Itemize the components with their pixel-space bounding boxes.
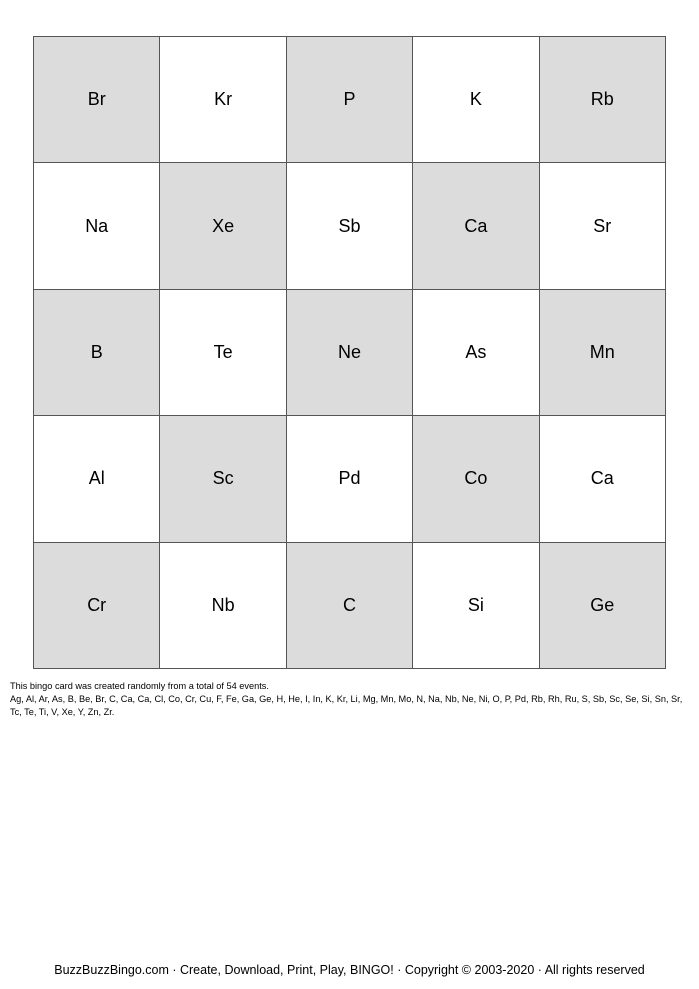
bingo-cell: Xe — [160, 163, 286, 289]
note-events-list: Ag, Al, Ar, As, B, Be, Br, C, Ca, Ca, Cl, Co, Cr, Cu, F, Fe, Ga, Ge, H, He, I, In, K, Kr, Li, Mg, Mn, Mo, N, Na, Nb, Ne, Ni, O, P, Pd, Rb, Rh, Ru, S, Sb, Sc, Se, Si, Sn, Sr, Tc, Te, Ti, V, Xe, Y, Zn, Zr. — [10, 694, 683, 717]
bingo-cell: P — [287, 37, 413, 163]
bingo-cell: Nb — [160, 543, 286, 669]
bingo-cell: Sr — [540, 163, 666, 289]
bingo-cell: B — [34, 290, 160, 416]
bingo-cell: Ca — [413, 163, 539, 289]
bingo-cell: Kr — [160, 37, 286, 163]
bingo-cell: As — [413, 290, 539, 416]
bingo-cell: Ge — [540, 543, 666, 669]
bingo-cell: Ne — [287, 290, 413, 416]
bingo-cell: K — [413, 37, 539, 163]
bingo-cell: Na — [34, 163, 160, 289]
bingo-cell: Ca — [540, 416, 666, 542]
bingo-cell: Mn — [540, 290, 666, 416]
bingo-cell: Al — [34, 416, 160, 542]
bingo-cell: Pd — [287, 416, 413, 542]
bingo-grid — [33, 36, 666, 669]
note-summary: This bingo card was created randomly from a total of 54 events. — [10, 681, 269, 691]
bingo-cell: Te — [160, 290, 286, 416]
bingo-cell: Sc — [160, 416, 286, 542]
bingo-cell: Si — [413, 543, 539, 669]
bingo-cell: Sb — [287, 163, 413, 289]
card-note — [10, 680, 690, 719]
bingo-cell: Cr — [34, 543, 160, 669]
bingo-cell: Rb — [540, 37, 666, 163]
bingo-cell: Br — [34, 37, 160, 163]
footer-copyright: BuzzBuzzBingo.com · Create, Download, Print, Play, BINGO! · Copyright © 2003-2020 · All rights reserved — [54, 963, 645, 977]
bingo-cell: C — [287, 543, 413, 669]
bingo-cell: Co — [413, 416, 539, 542]
